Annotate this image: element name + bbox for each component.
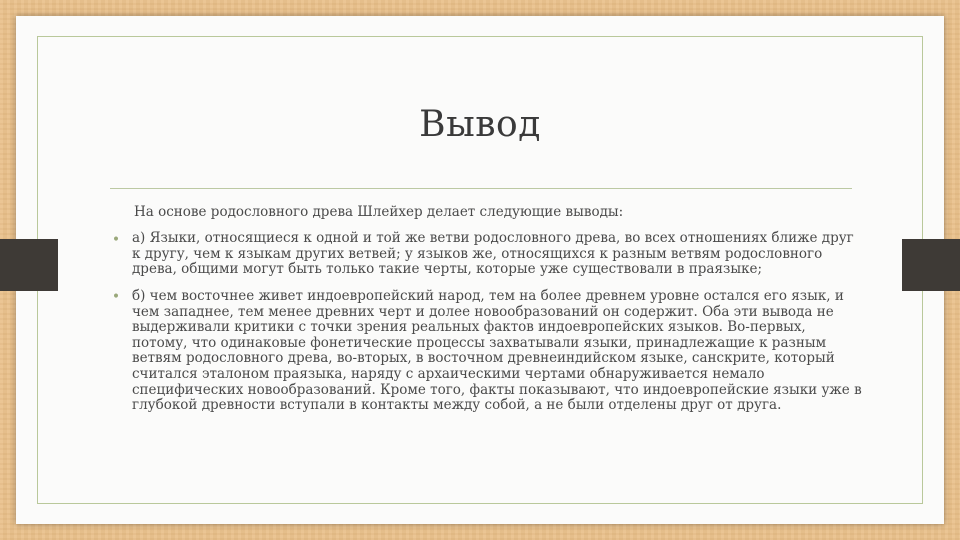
title-divider [110, 188, 852, 189]
intro-text: На основе родословного древа Шлейхер делает следующие выводы: [134, 204, 624, 220]
right-side-tab [902, 239, 960, 291]
bullet-text-b: б) чем восточнее живет индоевропейский народ, тем на более древнем уровне остался его язык, и чем западнее, тем менее древних черт и долее новообразований он содержит. Оба эти вывода не выдерживали критики с точки зрения реальных фактов индоевропейских языков. Во-первых, потому, что одинаковые фонетические процессы захватывали языки, принадлежащие к разным ветвям родословного древа, во-вторых, в восточном древнеиндийском языке, санскрите, который считался эталоном праязыка, наряду с архаическими чертами обнаруживается немало специфических новообразований. Кроме того, факты показывают, что индоевропейские языки уже в глубокой древности вступали в контакты между собой, а не были отделены друг от друга. [132, 288, 862, 414]
slide-title: Вывод [419, 104, 541, 145]
bullet-marker: • [111, 289, 121, 305]
bullet-text-a: а) Языки, относящиеся к одной и той же ветви родословного древа, во всех отношениях ближе друг к другу, чем к языкам других ветвей; у языков же, относящихся к разным ветвям родословного древа, общими могут быть только такие черты, которые уже существовали в праязыке; [132, 230, 854, 278]
bullet-marker: • [111, 232, 121, 248]
left-side-tab [0, 239, 58, 291]
